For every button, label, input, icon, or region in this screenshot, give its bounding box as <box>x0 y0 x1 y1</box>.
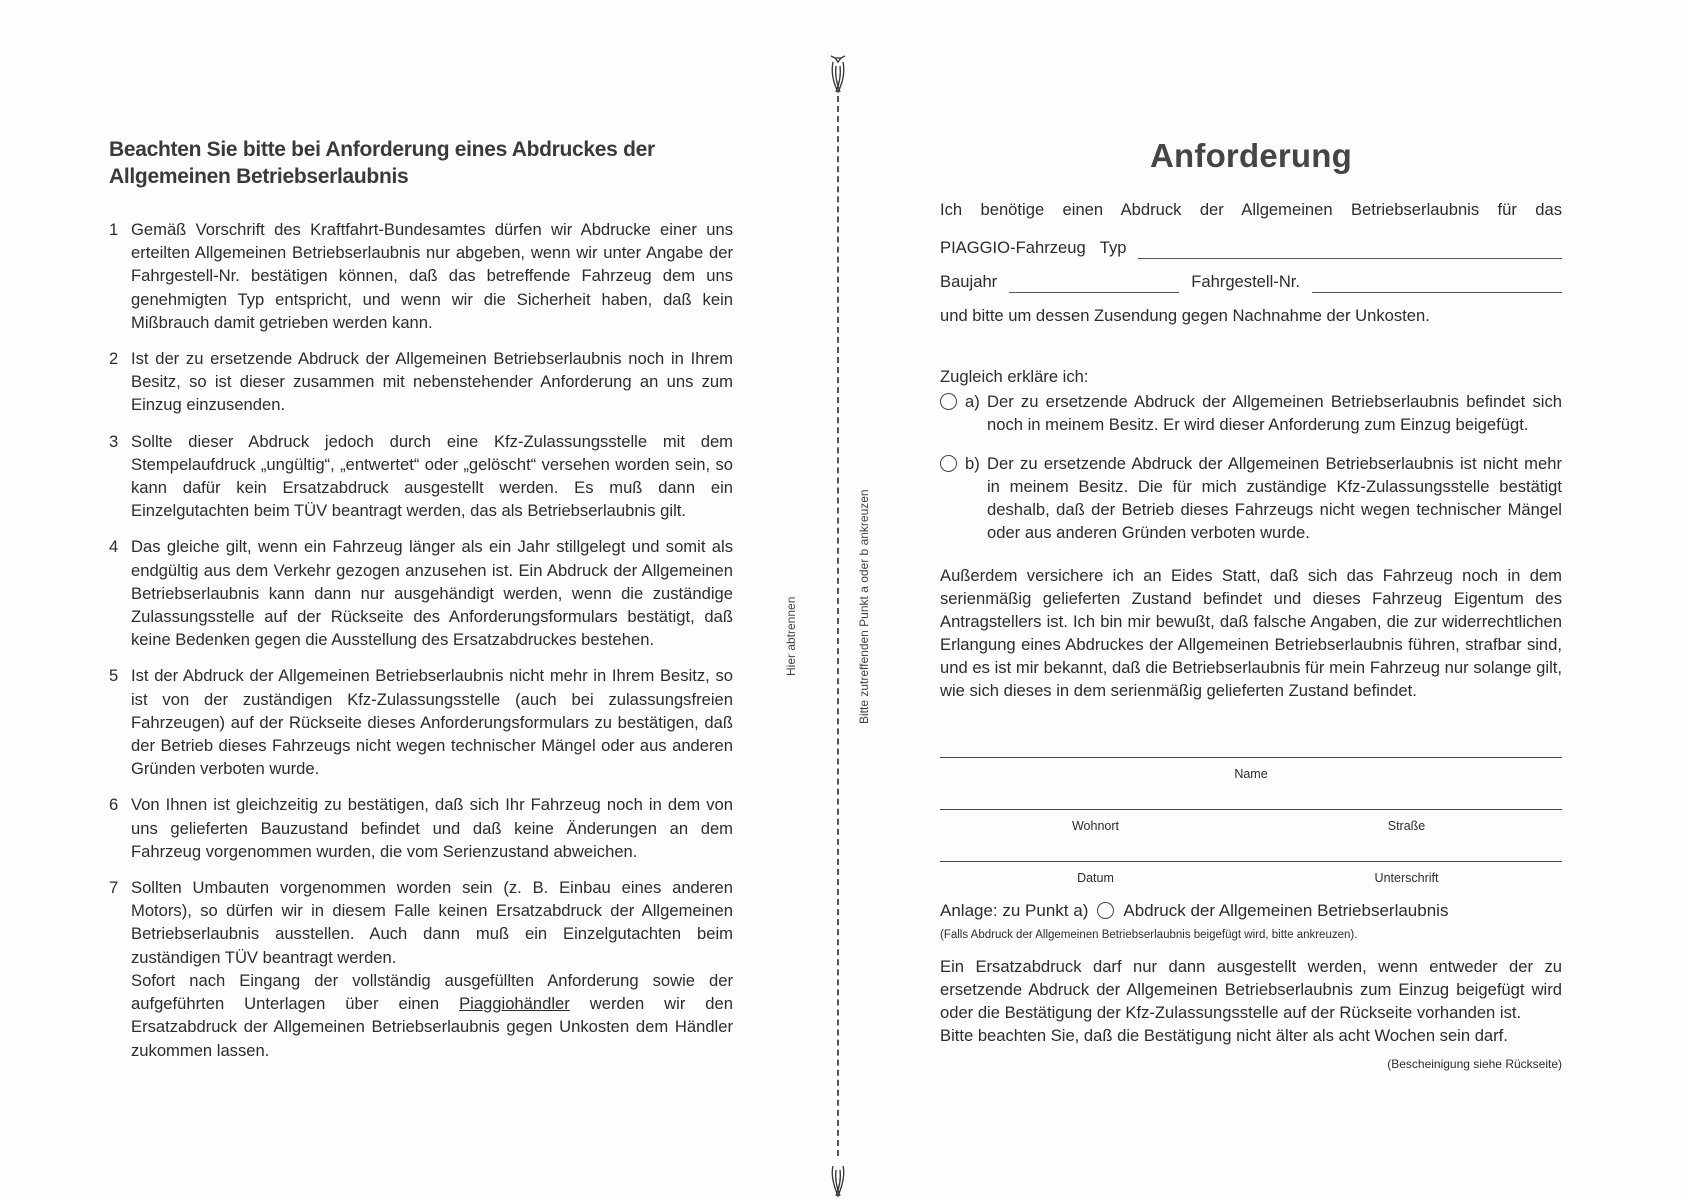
option-label: b) <box>965 454 980 473</box>
item-text: Ist der zu ersetzende Abdruck der Allgemeinen Betriebserlaubnis noch in Ihrem Besitz, so ist dieser zusammen mit nebenstehender Anforderung an uns zum Einzug einzusenden. <box>131 349 733 415</box>
instruction-item <box>109 664 733 780</box>
name-line[interactable] <box>940 757 1562 758</box>
option-b-radio[interactable] <box>940 455 957 472</box>
item-text: Sollten Umbauten vorgenommen worden sein (z. B. Einbau eines anderen Motors), so dürfen wir in diesem Falle keinen Ersatzabdruck der Allgemeinen Betriebserlaubnis ausstellen. Auch dann muß ein Einzelgutachten beim zuständigen TÜV beantragt werden. <box>131 878 733 967</box>
item-text: Gemäß Vorschrift des Kraftfahrt-Bundesamtes dürfen wir Abdrucke einer uns erteilten Allgemeinen Betriebserlaubnis nur abgeben, wenn wir unter Angabe der Fahrgestell-Nr. bestätigen können, daß das betreffende Fahrzeug dem uns genehmigten Typ entspricht, und wenn wir die Sicherheit haben, daß kein Mißbrauch damit getrieben werden kann. <box>131 220 733 332</box>
vehicle-label: PIAGGIO-Fahrzeug <box>940 238 1086 257</box>
unterschrift-label: Unterschrift <box>1374 871 1439 885</box>
type-label: Typ <box>1099 238 1127 257</box>
instructions-panel <box>109 136 733 1075</box>
date-signature-line[interactable] <box>940 861 1562 862</box>
year-field[interactable] <box>1009 276 1179 293</box>
item-text: Das gleiche gilt, wenn ein Fahrzeug länger als ein Jahr stillgelegt und somit als endgültig aus dem Verkehr gezogen anzusehen ist. Ein Abdruck der Allgemeinen Betriebserlaubnis kann dann nur ausgehändigt werden, wenn die zuständige Zulassungsstelle auf der Rückseite des Anforderungsformulars bestätigt, daß keine Bedenken gegen die Ausstellung des Ersatzabdruckes bestehen. <box>131 537 733 650</box>
item-text: Sollte dieser Abdruck jedoch durch eine Kfz-Zulassungsstelle mit dem Stempelaufdruck „ungültig“, „entwertet“ oder „gelöscht“ versehen worden sein, so kann dafür kein Ersatzabdruck ausgestellt werden. Es muß dann ein Einzelgutachten beim TÜV beantragt werden, das als Betriebserlaubnis gilt. <box>131 431 733 521</box>
item-text: Von Ihnen ist gleichzeitig zu bestätigen, daß sich Ihr Fahrzeug noch in dem von uns gelieferten Bauzustand befindet und daß keine Änderungen an dem Fahrzeug vorgenommen wurden, die vom Serienzustand abweichen. <box>131 795 733 861</box>
option-text: Der zu ersetzende Abdruck der Allgemeinen Betriebserlaubnis befindet sich noch in meinem Besitz. Er wird dieser Anforderung zum Einzug beigefügt. <box>987 392 1562 434</box>
item-number: 3 <box>109 431 119 451</box>
tick-instruction-label: Bitte zutreffenden Punkt a oder b ankreuzen <box>857 489 871 724</box>
oath-text: Außerdem versichere ich an Eides Statt, daß sich das Fahrzeug noch in dem serienmäßig gelieferten Zustand befindet und dieses Fahrzeug Eigentum des Antragstellers ist. Ich bin mir bewußt, daß falsche Angaben, die zur widerrechtlichen Erlangung eines Abdruckes der Allgemeinen Betriebserlaubnis führen, strafbar sind, und es ist mir bekannt, daß die Betriebserlaubnis für mein Fahrzeug nur solange gilt, wie sich dieses in dem serienmäßig gelieferten Zustand befindet. <box>940 566 1562 700</box>
dealer-link: Piaggiohändler <box>459 994 570 1014</box>
chassis-field[interactable] <box>1312 276 1562 293</box>
instruction-item <box>109 535 733 651</box>
item-number: 4 <box>109 537 119 557</box>
enclosure-radio[interactable] <box>1097 902 1114 919</box>
item-number: 7 <box>109 878 119 898</box>
option-b <box>940 452 1562 544</box>
declaration-label: Zugleich erkläre ich: <box>940 367 1089 386</box>
scissors-icon <box>826 1160 850 1200</box>
request-form <box>940 136 1562 1076</box>
instruction-item <box>109 347 733 417</box>
enclosure-text: Abdruck der Allgemeinen Betriebserlaubnis <box>1123 901 1449 920</box>
item-number: 6 <box>109 795 119 815</box>
type-field[interactable] <box>1138 242 1562 259</box>
option-a <box>940 390 1562 436</box>
address-line[interactable] <box>940 809 1562 810</box>
closing-paragraph <box>131 969 733 1062</box>
item-number: 2 <box>109 349 119 369</box>
instruction-item <box>109 218 733 334</box>
option-label: a) <box>965 392 980 411</box>
instruction-item <box>109 430 733 523</box>
enclosure-note: (Falls Abdruck der Allgemeinen Betriebserlaubnis beigefügt wird, bitte ankreuzen). <box>940 929 1358 941</box>
instructions-heading: Beachten Sie bitte bei Anforderung eines Abdruckes der Allgemeinen Betriebserlaubnis <box>109 138 655 188</box>
chassis-label: Fahrgestell-Nr. <box>1191 272 1301 291</box>
final-note: Bitte beachten Sie, daß die Bestätigung nicht älter als acht Wochen sein darf. <box>940 1026 1508 1045</box>
item-text: Ist der Abdruck der Allgemeinen Betriebserlaubnis nicht mehr in Ihrem Besitz, so ist von der zuständigen Kfz-Zulassungsstelle (auch bei zulassungsfreien Fahrzeugen) auf der Rückseite dieses Anforderungsformulars zu bestätigen, daß der Betrieb dieses Fahrzeugs nicht wegen technischer Mängel oder aus anderen Gründen verboten wurde. <box>131 666 733 779</box>
intro-text: Ich benötige einen Abdruck der Allgemeinen Betriebserlaubnis für das <box>940 200 1562 219</box>
strasse-label: Straße <box>1387 819 1426 833</box>
reference-note: (Bescheinigung siehe Rückseite) <box>1387 1057 1562 1071</box>
enclosure-row <box>940 899 1562 922</box>
cut-line <box>837 96 839 1156</box>
closing-text-after: werden wir den Ersatzabdruck der Allgemeinen Betriebserlaubnis gegen Unkosten dem Händler zukommen lassen. <box>131 994 733 1060</box>
year-chassis-row <box>940 270 1562 293</box>
scissors-icon <box>826 52 850 96</box>
item-text-block <box>131 876 733 1062</box>
instruction-item <box>109 793 733 863</box>
wohnort-label: Wohnort <box>1071 819 1119 833</box>
option-text: Der zu ersetzende Abdruck der Allgemeinen Betriebserlaubnis ist nicht mehr in meinem Besitz. Die für mich zuständige Kfz-Zulassungsstelle bestätigt deshalb, daß der Betrieb dieses Fahrzeugs nicht wegen technischer Mängel oder aus anderen Gründen verboten wurde. <box>987 454 1562 542</box>
form-title: Anforderung <box>1149 137 1352 174</box>
final-text: Ein Ersatzabdruck darf nur dann ausgestellt werden, wenn entweder der zu ersetzende Abdruck der Allgemeinen Betriebserlaubnis zum Einzug beigefügt wird oder die Bestätigung der Kfz-Zulassungsstelle auf der Rückseite vorhanden ist. <box>940 957 1562 1022</box>
vehicle-type-row <box>940 236 1562 259</box>
item-number: 1 <box>109 220 119 239</box>
name-label: Name <box>1234 767 1268 781</box>
instruction-item <box>109 876 733 1062</box>
closing-text-before: Sofort nach Eingang der vollständig ausgefüllten Anforderung sowie der aufgeführten Unterlagen über einen <box>131 970 733 1014</box>
item-number: 5 <box>109 666 119 686</box>
cut-here-label: Hier abtrennen <box>784 596 798 676</box>
datum-label: Datum <box>1077 871 1114 885</box>
signature-section <box>940 757 1562 897</box>
year-label: Baujahr <box>940 272 998 291</box>
enclosure-label: Anlage: zu Punkt a) <box>940 901 1089 920</box>
final-section <box>940 955 1562 1047</box>
request-line: und bitte um dessen Zusendung gegen Nachnahme der Unkosten. <box>940 306 1430 325</box>
option-a-radio[interactable] <box>940 393 957 410</box>
